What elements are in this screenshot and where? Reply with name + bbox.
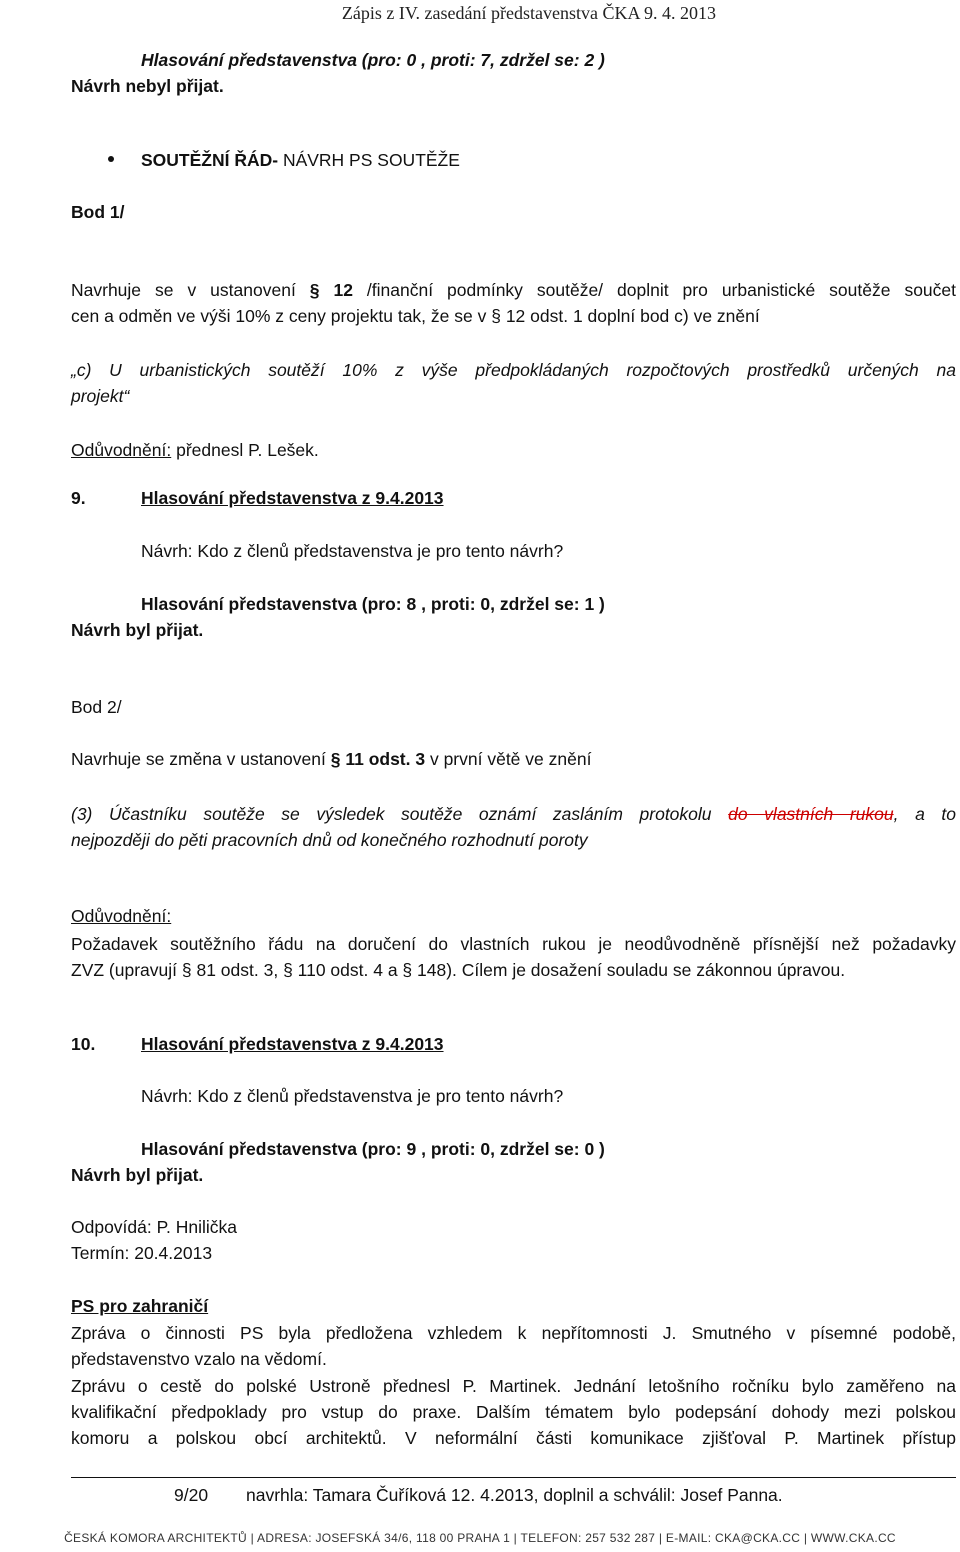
p1-line1-a: Navrhuje se v ustanovení	[71, 280, 310, 300]
p2	[71, 751, 591, 769]
item-9-vote: Hlasování představenstva (pro: 8 , proti: 0, zdržel se: 1 )	[141, 594, 605, 614]
responsible: Odpovídá: P. Hnilička	[71, 1217, 238, 1237]
section-sign-icon: §	[283, 960, 293, 980]
ps-line1: Zpráva o činnosti PS byla předložena vzhledem k nepřítomnosti J. Smutného v písemné podobě,	[71, 1323, 956, 1343]
section-sign-icon: §	[309, 280, 320, 300]
quote2-line2: nejpozději do pěti pracovních dnů od konečného rozhodnutí poroty	[71, 830, 588, 850]
item-10-result: Návrh byl přijat.	[71, 1165, 204, 1185]
item-10-number: 10.	[71, 1034, 96, 1054]
ps-line2: představenstvo vzalo na vědomí.	[71, 1349, 327, 1369]
footer-text: navrhla: Tamara Čuříková 12. 4.2013, doplnil a schválil: Josef Panna.	[246, 1485, 783, 1505]
bullet-title-rest: NÁVRH PS SOUTĚŽE	[278, 150, 460, 170]
p1-line1-b: 12	[319, 280, 353, 300]
bod-2-label: Bod 2/	[71, 697, 122, 717]
quote1-line2: projekt“	[71, 386, 130, 406]
footer-rule	[71, 1477, 956, 1478]
p2-b: 11 odst. 3	[340, 749, 426, 769]
item-9-question: Návrh: Kdo z členů představenstva je pro tento návrh?	[141, 541, 564, 561]
justification-2-line2-a: ZVZ (upravují	[71, 960, 182, 980]
bod-1-label: Bod 1/	[71, 202, 125, 222]
justification-2-line1: Požadavek soutěžního řádu na doručení do vlastních rukou je neodůvodněně přísnější než požadavky	[71, 934, 956, 954]
bullet-title-bold: SOUTĚŽNÍ ŘÁD-	[141, 150, 279, 170]
justification-1-text: přednesl P. Lešek.	[171, 440, 319, 460]
footer-page: 9/20	[174, 1485, 209, 1505]
justification-1	[71, 442, 319, 460]
justification-2-line2	[71, 957, 956, 983]
p2-a: Navrhuje se změna v ustanovení	[71, 749, 331, 769]
p1-line2-a: cen a odměn ve výši 10% z ceny projektu tak, že se v	[71, 306, 492, 326]
item-10-question: Návrh: Kdo z členů představenstva je pro tento návrh?	[141, 1086, 564, 1106]
ps-line3: Zprávu o cestě do polské Ustroně přednesl P. Martinek. Jednání letošního ročníku bylo zaměřeno na	[71, 1376, 956, 1396]
quote2-line1	[71, 801, 956, 827]
deadline: Termín: 20.4.2013	[71, 1243, 213, 1263]
quote1-line1: „c) U urbanistických soutěží 10% z výše předpokládaných rozpočtových prostředků určených na	[71, 360, 956, 380]
item-9-title: Hlasování představenstva z 9.4.2013	[141, 488, 444, 508]
justification-2-line2-b: 81 odst. 3,	[191, 960, 284, 980]
item-10-title: Hlasování představenstva z 9.4.2013	[141, 1034, 444, 1054]
quote2-line1-b: , a to	[893, 804, 957, 824]
section-sign-icon: §	[402, 960, 413, 980]
justification-2-line2-c: 110 odst. 4 a	[292, 960, 403, 980]
result-top: Návrh nebyl přijat.	[71, 76, 224, 96]
justification-1-label: Odůvodnění:	[71, 440, 172, 460]
ps-line4: kvalifikační předpoklady pro vstup do praxe. Dalším tématem bylo podepsání dohody mezi polskou	[71, 1402, 956, 1422]
bullet-icon	[108, 156, 114, 162]
p1-line2-b: 12 odst. 1 doplní bod c) ve znění	[500, 306, 760, 326]
section-sign-icon: §	[491, 306, 501, 326]
quote2-strikethrough: do vlastních rukou	[728, 804, 894, 824]
item-9-number: 9.	[71, 488, 86, 508]
p1-line1	[71, 277, 956, 303]
vote-top: Hlasování představenstva (pro: 0 , proti: 7, zdržel se: 2 )	[141, 50, 605, 70]
p2-c: v první větě ve znění	[425, 749, 592, 769]
section-sign-icon: §	[181, 960, 192, 980]
item-9-result: Návrh byl přijat.	[71, 620, 204, 640]
justification-2-label: Odůvodnění:	[71, 906, 172, 926]
footer-contact-bar: ČESKÁ KOMORA ARCHITEKTŮ | ADRESA: JOSEFSKÁ 34/6, 118 00 PRAHA 1 | TELEFON: 257 532 287 | E-MAIL: CKA@CKA.CC | WWW.CKA.CC	[0, 1524, 960, 1552]
ps-line5: komoru a polskou obcí architektů. V neformální části komunikace zjišťoval P. Martinek přístup	[71, 1428, 956, 1448]
section-sign-icon: §	[330, 749, 341, 769]
bullet-title	[141, 152, 460, 170]
page-header: Zápis z IV. zasedání představenstva ČKA 9. 4. 2013	[341, 3, 716, 23]
ps-heading: PS pro zahraničí	[71, 1296, 209, 1316]
item-10-vote: Hlasování představenstva (pro: 9 , proti: 0, zdržel se: 0 )	[141, 1139, 605, 1159]
justification-2-line2-d: 148). Cílem je dosažení souladu se zákonnou úpravou.	[412, 960, 846, 980]
p1-line2	[71, 303, 956, 329]
quote2-line1-a: (3) Účastníku soutěže se výsledek soutěže oznámí zasláním protokolu	[71, 804, 729, 824]
p1-line1-c: /finanční podmínky soutěže/ doplnit pro urbanistické soutěže součet	[352, 280, 956, 300]
